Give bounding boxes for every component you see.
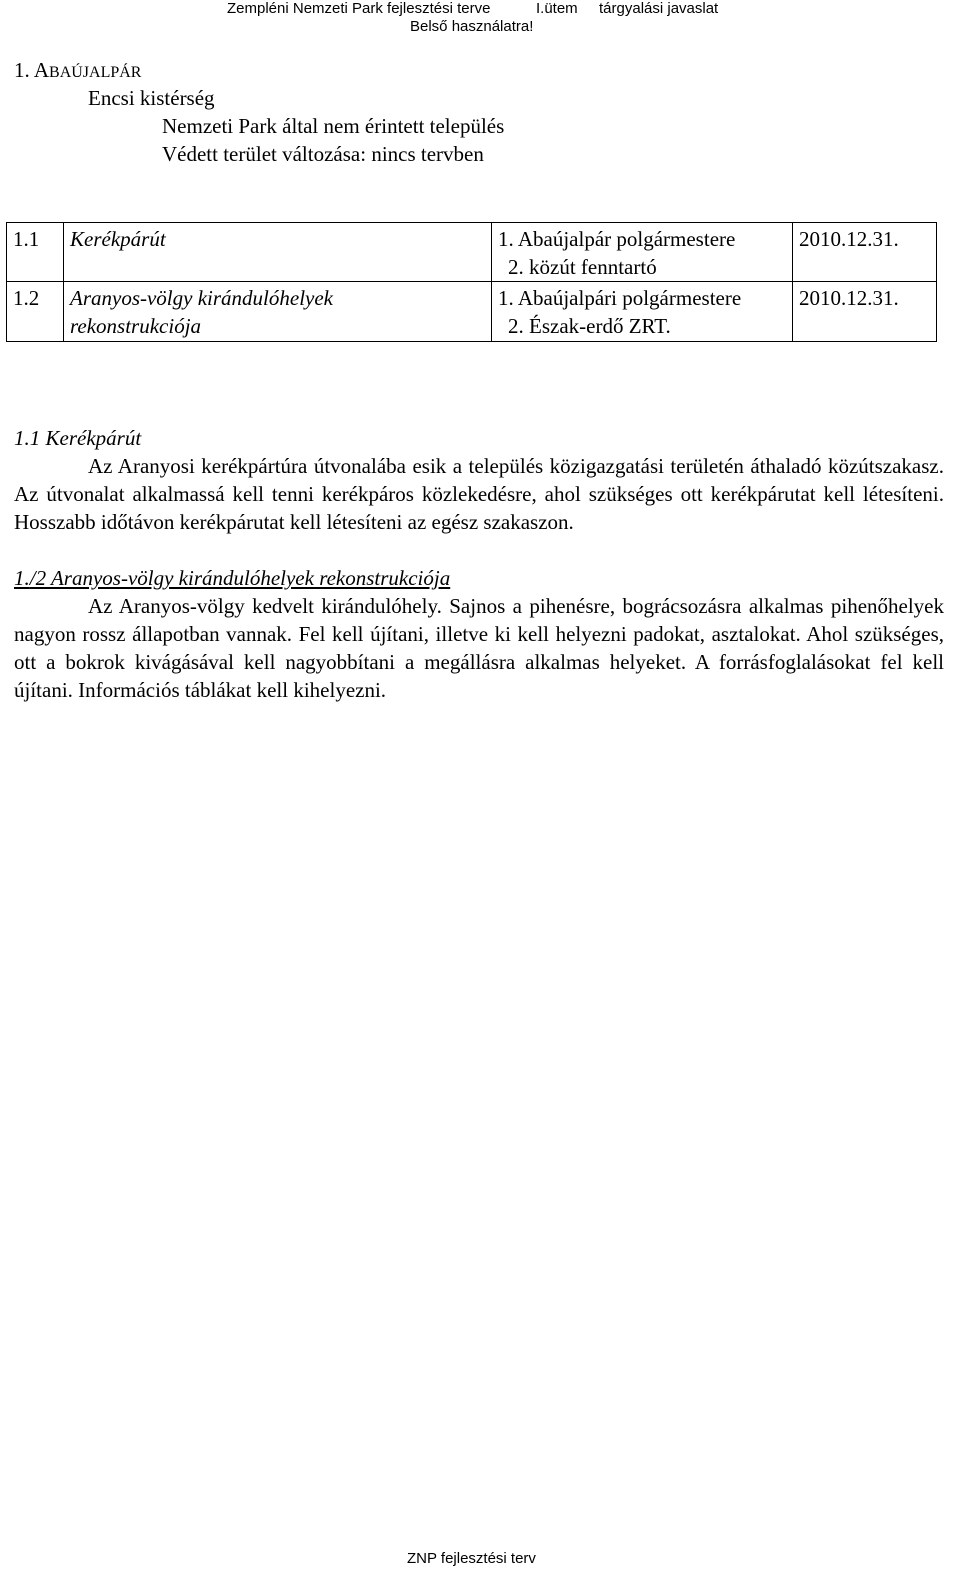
row-number: 1.2 bbox=[7, 282, 64, 342]
section-title: /2 Aranyos-völgy kirándulóhelyek rekonstrukciója bbox=[29, 566, 451, 590]
header-internal-note: Belső használatra! bbox=[410, 18, 534, 35]
settlement-name-rest: BAÚJALPÁR bbox=[49, 64, 142, 81]
settlement-heading bbox=[14, 56, 141, 87]
section-heading bbox=[14, 424, 141, 452]
row-responsible bbox=[492, 223, 793, 282]
settlement-np-status: Nemzeti Park által nem érintett település bbox=[162, 114, 505, 138]
row-title-line-1: Aranyos-völgy kirándulóhelyek bbox=[70, 286, 333, 310]
section-number: 1.1 bbox=[14, 426, 41, 450]
responsible-2: 2. közút fenntartó bbox=[508, 255, 657, 279]
settlement-district: Encsi kistérség bbox=[88, 86, 215, 110]
row-title bbox=[64, 282, 492, 342]
row-deadline: 2010.12.31. bbox=[793, 223, 937, 282]
settlement-name-initial: A bbox=[33, 58, 50, 82]
row-number: 1.1 bbox=[7, 223, 64, 282]
responsible-2: 2. Észak-erdő ZRT. bbox=[508, 314, 671, 338]
settlement-number: 1. bbox=[14, 58, 34, 82]
section-body: Az Aranyosi kerékpártúra útvonalába esik a település közigazgatási területén áthaladó közútszakasz. Az útvonalat alkalmassá kell tenni kerékpáros közlekedésre, ahol szükséges ott kerékpárutat kell létesíteni. Hosszabb időtávon kerékpárutat kell létesíteni az egész szakaszon. bbox=[14, 454, 944, 534]
row-title-line-2: rekonstrukciója bbox=[70, 314, 202, 338]
section-heading bbox=[14, 564, 450, 592]
row-title: Kerékpárút bbox=[64, 223, 492, 282]
row-responsible bbox=[492, 282, 793, 342]
plan-table bbox=[6, 222, 937, 342]
responsible-1: 1. Abaújalpár polgármestere bbox=[498, 227, 736, 251]
footer-text: ZNP fejlesztési terv bbox=[407, 1550, 536, 1567]
section-title: Kerékpárút bbox=[40, 426, 142, 450]
settlement-protected-area: Védett terület változása: nincs tervben bbox=[162, 142, 484, 166]
table-row bbox=[7, 223, 937, 282]
table-row bbox=[7, 282, 937, 342]
header-status: tárgyalási javaslat bbox=[599, 0, 719, 17]
header-doc-title: Zempléni Nemzeti Park fejlesztési terve bbox=[227, 0, 491, 17]
row-deadline: 2010.12.31. bbox=[793, 282, 937, 342]
header-phase: I.ütem bbox=[536, 0, 578, 17]
responsible-1: 1. Abaújalpári polgármestere bbox=[498, 286, 742, 310]
section-body: Az Aranyos-völgy kedvelt kirándulóhely. Sajnos a pihenésre, bográcsozásra alkalmas pihenőhelyek nagyon rossz állapotban vannak. Fel kell újítani, illetve ki kell helyezni padokat, asztalokat. Ahol szükséges, ott a bokrok kivágásával kell nagyobbítani a megállásra alkalmas helyeket. A forrásfoglalásokat fel kell újítani. Információs táblákat kell kihelyezni. bbox=[14, 594, 944, 702]
section-number: 1. bbox=[14, 566, 30, 590]
